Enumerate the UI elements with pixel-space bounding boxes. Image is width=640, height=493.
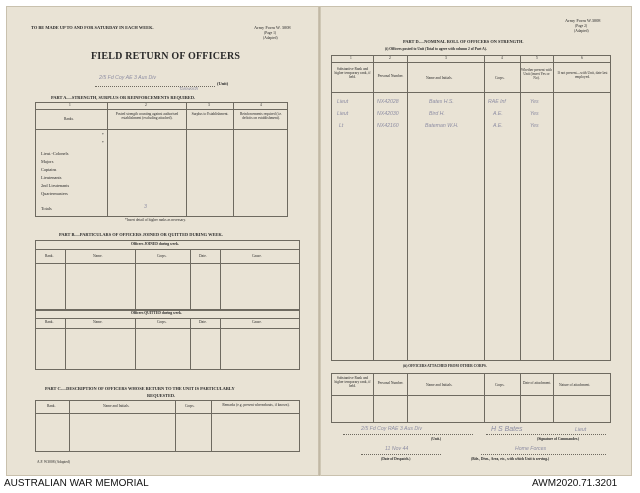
quitted-line: [35, 328, 300, 329]
part-a-heading: PART A.—STRENGTH, SURPLUS OR REINFORCEMENTS REQUIRED.: [51, 95, 196, 100]
despatch-date-line: [361, 454, 441, 455]
part-a-row-label: Lieutenants: [41, 175, 62, 180]
army-form-label: Army Form W. 3008: [254, 25, 291, 30]
officer-name: Bird H.: [429, 111, 445, 117]
attached-col-line: [407, 373, 408, 423]
officer-name: Bates H.S.: [429, 99, 454, 105]
part-d-col-number: 2: [389, 56, 391, 60]
part-a-row-label: Captains: [41, 167, 57, 172]
attached-col-header: Corps.: [495, 383, 505, 387]
part-b-quitted-table: [35, 310, 300, 370]
part-a-col-line: [186, 102, 187, 217]
part-c-line: [35, 413, 300, 414]
attached-heading: (ii) OFFICERS ATTACHED FROM OTHER CORPS.: [403, 364, 487, 368]
page-2: [321, 7, 633, 477]
part-a-header-posted: Posted strength counting against authorised establishment (excluding attached).: [115, 112, 179, 121]
officer-present: Yes: [530, 123, 539, 129]
joined-line: [35, 263, 300, 264]
part-a-header-surplus: Surplus to Establishment.: [191, 112, 229, 116]
quitted-heading: Officers QUITTED during week.: [131, 311, 182, 315]
archive-footer: [0, 476, 640, 493]
adapted-label: (Adapted): [263, 36, 278, 40]
header-note: TO BE MADE UP TO AND FOR SATURDAY IN EACH WEEK.: [31, 25, 154, 30]
officer-number: NX42030: [377, 111, 399, 117]
part-d-col-header-present: Whether present with Unit (insert Yes or No).: [521, 68, 552, 81]
attached-col-line: [484, 373, 485, 423]
part-c-col-header: Remarks (e.g. present whereabouts, if known).: [222, 403, 290, 407]
part-a-total-value: 3: [144, 204, 147, 210]
part-c-col-line: [69, 400, 70, 452]
formation-label: (Bde., Divn., Area, etc., with which Unit is serving.): [471, 457, 550, 461]
commander-signature: H S Bates: [491, 426, 523, 433]
part-d-col-number: 6: [581, 56, 583, 60]
quitted-col-line: [65, 318, 66, 370]
attached-col-line: [373, 373, 374, 423]
officer-present: Yes: [530, 99, 539, 105]
part-a-number-row-line: [35, 109, 288, 110]
joined-col-header: Date.: [199, 254, 207, 258]
part-a-row-label: Quartermasters: [41, 191, 68, 196]
attached-col-header: Nature of attachment.: [559, 383, 591, 387]
part-d-col-header-rank: Substantive Rank and higher temporary rank, if held.: [334, 67, 371, 80]
part-a-asterisk: *: [102, 141, 104, 145]
footer-accession-number: AWM2020.71.3201: [532, 478, 618, 489]
officer-corps: RAE Inf: [488, 99, 506, 105]
officer-present: Yes: [530, 111, 539, 117]
part-a-row-label: 2nd Lieutenants: [41, 183, 70, 188]
army-form-label: Army Form W.3008: [565, 18, 601, 23]
attached-col-line: [520, 373, 521, 423]
officer-number: NX42028: [377, 99, 399, 105]
unit-label: (Unit): [217, 81, 229, 86]
despatch-date-label: (Date of Despatch.): [381, 457, 411, 461]
part-d-col-number: 5: [536, 56, 538, 60]
part-a-col-number: 2: [145, 103, 147, 107]
part-d-col-number: 4: [501, 56, 503, 60]
quitted-col-header: Rank.: [45, 320, 54, 324]
joined-col-line: [65, 249, 66, 310]
part-d-col-line: [407, 55, 408, 361]
part-a-col-number: 1: [69, 103, 71, 107]
quitted-col-line: [190, 318, 191, 370]
joined-line: [35, 249, 300, 250]
part-a-col-number: 4: [260, 103, 262, 107]
formation-line: [481, 454, 606, 455]
joined-col-line: [135, 249, 136, 310]
form-title: FIELD RETURN OF OFFICERS: [91, 51, 241, 62]
officer-rank: Lt: [339, 123, 344, 129]
part-c-col-line: [175, 400, 176, 452]
joined-col-header: Name.: [93, 254, 103, 258]
attached-col-line: [553, 373, 554, 423]
attached-col-header: Personal Number.: [377, 381, 404, 385]
part-d-col-header-name: Name and Initials.: [426, 76, 453, 80]
attached-col-header: Name and Initials.: [426, 383, 453, 387]
joined-col-line: [190, 249, 191, 310]
officer-name: Bateman W.H.: [425, 123, 459, 129]
joined-col-header: Cause.: [252, 254, 262, 258]
part-a-col-number: 3: [208, 103, 210, 107]
part-a-footnote: *Insert detail of higher ranks as necessary.: [125, 218, 186, 222]
part-c-col-header: Rank.: [47, 404, 56, 408]
signature-line: [486, 434, 606, 435]
part-a-col-line: [107, 102, 108, 217]
signature-label: (Signature of Commander.): [537, 437, 580, 441]
part-d-col-line: [553, 55, 554, 361]
despatch-date-handwritten: 11 Nov 44: [385, 446, 409, 452]
joined-col-header: Rank.: [45, 254, 54, 258]
joined-col-line: [220, 249, 221, 310]
formation-handwritten: Home Forces: [515, 446, 547, 452]
part-c-table: [35, 400, 300, 452]
part-c-heading: PART C.—DESCRIPTION OF OFFICERS WHOSE RETURN TO THE UNIT IS PARTICULARLY: [45, 386, 235, 391]
quitted-col-header: Cause.: [252, 320, 262, 324]
part-a-asterisk: *: [102, 133, 104, 137]
signoff-unit-line: [343, 434, 473, 435]
part-d-col-line: [373, 55, 374, 361]
quitted-col-header: Name.: [93, 320, 103, 324]
quitted-col-line: [135, 318, 136, 370]
signoff-unit-label: (Unit.): [431, 437, 442, 441]
officer-rank: Lieut: [337, 111, 349, 117]
part-b-joined-table: [35, 240, 300, 310]
joined-heading: Officers JOINED during week.: [131, 242, 179, 246]
officer-corps: A.E.: [493, 111, 503, 117]
attached-col-header: Date of attachment.: [522, 381, 552, 385]
attached-col-header: Substantive Rank and higher temporary rank, if held.: [334, 376, 371, 389]
part-d-heading: PART D.—NOMINAL ROLL OF OFFICERS ON STRENGTH.: [403, 39, 524, 44]
part-d-col-line: [484, 55, 485, 361]
page-number: (Page 2): [575, 24, 588, 28]
joined-col-header: Corps.: [157, 254, 167, 258]
part-a-total-label: Totals: [41, 206, 52, 211]
form-sheet: [6, 6, 632, 476]
officer-rank: Lieut: [337, 99, 349, 105]
part-d-subheading: (i) Officers posted to Unit (Total to agree with column 2 of Part A).: [385, 47, 487, 51]
part-c-col-line: [211, 400, 212, 452]
part-d-col-line: [520, 55, 521, 361]
part-d-col-number: 3: [445, 56, 447, 60]
part-a-header-line: [35, 129, 288, 130]
commander-rank: Lieut: [575, 427, 587, 433]
page-number: (Page 1): [264, 31, 277, 35]
part-a-header-reinforcements: Reinforcements required (i.e. deficits on establishment).: [239, 112, 283, 121]
part-d-col-number: 1: [350, 56, 352, 60]
part-d-col-header-number: Personal Number.: [377, 74, 404, 78]
part-a-row-label: Lieut.-Colonels: [41, 151, 69, 156]
officer-number: NX42160: [377, 123, 399, 129]
unit-handwritten-2: Tamworth: [179, 86, 199, 91]
quitted-line: [35, 318, 300, 319]
part-d-col-header-corps: Corps.: [495, 76, 505, 80]
unit-handwritten: 2/5 Fd Coy AE 3 Aus Div: [99, 75, 156, 81]
footer-institution: AUSTRALIAN WAR MEMORIAL: [4, 478, 149, 489]
part-c-col-header: Corps.: [185, 404, 195, 408]
part-c-col-header: Name and Initials.: [103, 404, 130, 408]
part-c-heading-2: REQUESTED.: [147, 393, 176, 398]
part-a-col-line: [233, 102, 234, 217]
officer-corps: A.E.: [493, 123, 503, 129]
unit-line: [95, 86, 215, 87]
page-1: [7, 7, 318, 477]
part-d-col-header-not-present: If not present—with Unit, date last employed.: [557, 71, 608, 80]
quitted-col-line: [220, 318, 221, 370]
part-a-header-ranks: Ranks.: [64, 117, 74, 121]
quitted-col-header: Corps.: [157, 320, 167, 324]
signoff-unit-handwritten: 2/5 Fd Coy RAE 3 Aus Div: [361, 426, 422, 432]
adapted-label: (Adapted): [574, 29, 589, 33]
quitted-col-header: Date.: [199, 320, 207, 324]
part-b-heading: PART B.—PARTICULARS OF OFFICERS JOINED OR QUITTED DURING WEEK.: [59, 232, 223, 237]
printer-note: A.F. W3008 (Adapted): [37, 460, 70, 464]
part-a-row-label: Majors: [41, 159, 54, 164]
